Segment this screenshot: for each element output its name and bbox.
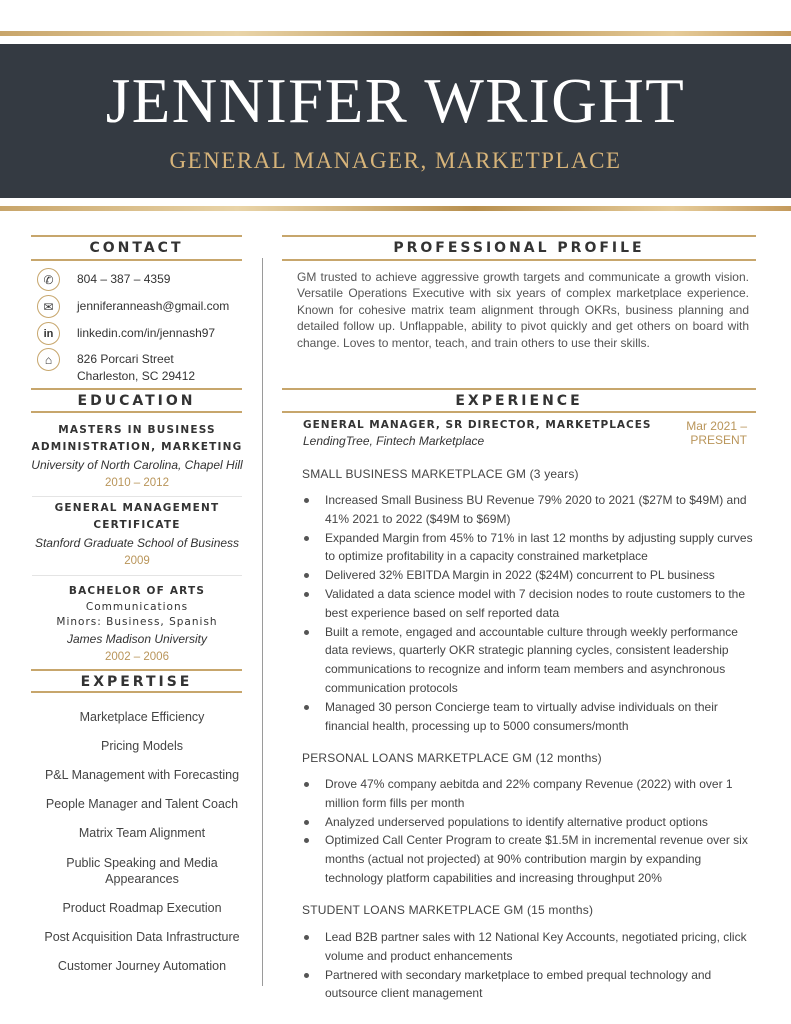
education-years: 2009 bbox=[124, 555, 150, 567]
expertise-item: Public Speaking and Media bbox=[66, 856, 218, 870]
profile-heading: PROFESSIONAL PROFILE bbox=[393, 240, 645, 256]
bottom-gold-line bbox=[0, 206, 791, 211]
bullet-item: Optimized Call Center Program to create $1.5M in incremental revenue over six months (actual not projected) at 90% contribution margin by expanding technology platform capabilities and increasing throughput 20% bbox=[303, 831, 755, 887]
profile-rule-top bbox=[282, 235, 756, 237]
role-bullets bbox=[303, 775, 755, 888]
education-separator bbox=[32, 575, 242, 576]
contact-rule-bottom bbox=[31, 259, 242, 261]
expertise-item: Matrix Team Alignment bbox=[78, 826, 206, 840]
role-bullets bbox=[303, 491, 755, 735]
education-years: 2002 – 2006 bbox=[105, 651, 169, 663]
address-line-1: 826 Porcari Street bbox=[77, 352, 174, 366]
expertise-item: People Manager and Talent Coach bbox=[45, 797, 239, 811]
candidate-name: JENNIFER WRIGHT bbox=[105, 66, 686, 136]
email-icon: ✉ bbox=[37, 295, 60, 318]
profile-summary: GM trusted to achieve aggressive growth targets and communicate a growth vision. Versatile Operations Executive with six years of complex marketplace experience. Known for cohesive matrix team alignment through OKRs, business planning and detailed follow up. Unflappable, ability to pivot quickly and get others on board with change. Loves to mentor, teach, and train others to use their skills. bbox=[297, 270, 749, 350]
address-line-2: Charleston, SC 29412 bbox=[77, 369, 196, 383]
contact-rule-top bbox=[31, 235, 242, 237]
degree-line-2: CERTIFICATE bbox=[93, 519, 181, 531]
education-entry bbox=[22, 422, 252, 492]
role-title: PERSONAL LOANS MARKETPLACE GM (12 months) bbox=[302, 751, 602, 765]
linkedin-url[interactable]: linkedin.com/in/jennash97 bbox=[77, 326, 216, 340]
degree-line-1: MASTERS IN BUSINESS bbox=[58, 424, 216, 436]
bullet-item: Increased Small Business BU Revenue 79% 2020 to 2021 ($27M to $49M) and 41% 2021 to 2022 ($49M to $69M) bbox=[303, 491, 755, 529]
expertise-item: Product Roadmap Execution bbox=[62, 901, 222, 915]
bullet-item: Managed 30 person Concierge team to virtually advise individuals on their financial health, processing up to 5000 consumers/month bbox=[303, 698, 755, 736]
education-separator bbox=[32, 496, 242, 497]
expertise-item: Customer Journey Automation bbox=[57, 959, 227, 973]
home-icon: ⌂ bbox=[37, 348, 60, 371]
bullet-item: Expanded Margin from 45% to 71% in last 12 months by adjusting supply curves to optimize profitability in a capacity constrained marketplace bbox=[303, 529, 755, 567]
experience-rule-top bbox=[282, 388, 756, 390]
column-divider bbox=[262, 258, 263, 986]
contact-heading: CONTACT bbox=[89, 240, 184, 256]
school-name: James Madison University bbox=[66, 632, 208, 646]
profile-rule-bottom bbox=[282, 259, 756, 261]
job-dates: Mar 2021 – PRESENT bbox=[686, 419, 747, 447]
experience-rule-bottom bbox=[282, 411, 756, 413]
school-name: Stanford Graduate School of Business bbox=[34, 536, 240, 550]
education-entry bbox=[22, 500, 252, 570]
expertise-heading: EXPERTISE bbox=[80, 674, 193, 690]
education-heading: EDUCATION bbox=[77, 393, 196, 409]
degree-minors: Minors: Business, Spanish bbox=[56, 616, 218, 628]
experience-heading: EXPERIENCE bbox=[455, 393, 583, 409]
bullet-item: Drove 47% company aebitda and 22% company Revenue (2022) with over 1 million form fills per month bbox=[303, 775, 755, 813]
expertise-item: Appearances bbox=[105, 872, 179, 886]
bullet-item: Validated a data science model with 7 decision nodes to route customers to the best experience based on self reported data bbox=[303, 585, 755, 623]
degree-detail: Communications bbox=[85, 601, 189, 613]
bullet-item: Built a remote, engaged and accountable culture through weekly performance data reviews, quarterly OKR strategic planning cycles, consistent leadership communications to recognize and inform team members and asynchronous communication protocols bbox=[303, 623, 755, 698]
phone-number[interactable]: 804 – 387 – 4359 bbox=[77, 272, 171, 286]
education-entry bbox=[22, 583, 252, 666]
expertise-item: Marketplace Efficiency bbox=[79, 710, 205, 724]
role-title: STUDENT LOANS MARKETPLACE GM (15 months) bbox=[302, 903, 594, 917]
contact-linkedin-row bbox=[37, 322, 215, 345]
bullet-item: Analyzed underserved populations to identify alternative product options bbox=[303, 813, 755, 832]
bullet-item: Partnered with secondary marketplace to embed prequal technology and outsource client management bbox=[303, 966, 755, 1004]
degree-line-2: ADMINISTRATION, MARKETING bbox=[31, 441, 243, 453]
education-years: 2010 – 2012 bbox=[105, 477, 169, 489]
contact-phone-row bbox=[37, 268, 170, 291]
bullet-item: Lead B2B partner sales with 12 National Key Accounts, negotiated pricing, click volume and product enhancements bbox=[303, 928, 755, 966]
expertise-rule-top bbox=[31, 669, 242, 671]
contact-email-row bbox=[37, 295, 229, 318]
candidate-title: GENERAL MANAGER, MARKETPLACE bbox=[169, 148, 622, 173]
expertise-item: Pricing Models bbox=[101, 739, 183, 753]
role-title: SMALL BUSINESS MARKETPLACE GM (3 years) bbox=[302, 467, 579, 481]
contact-address-row bbox=[37, 348, 195, 385]
expertise-rule-bottom bbox=[31, 691, 242, 693]
bullet-item: Delivered 32% EBITDA Margin in 2022 ($24M) concurrent to PL business bbox=[303, 566, 755, 585]
school-name: University of North Carolina, Chapel Hill bbox=[31, 458, 243, 472]
linkedin-icon: in bbox=[37, 322, 60, 345]
degree-line-1: GENERAL MANAGEMENT bbox=[54, 502, 220, 514]
phone-icon: ✆ bbox=[37, 268, 60, 291]
top-gold-line bbox=[0, 31, 791, 36]
expertise-item: Post Acquisition Data Infrastructure bbox=[44, 930, 240, 944]
job-title: GENERAL MANAGER, SR DIRECTOR, MARKETPLACES bbox=[303, 419, 652, 431]
role-bullets bbox=[303, 928, 755, 1003]
email-address[interactable]: jenniferanneash@gmail.com bbox=[77, 299, 230, 313]
expertise-item: P&L Management with Forecasting bbox=[44, 768, 240, 782]
education-rule-bottom bbox=[31, 411, 242, 413]
company-name: LendingTree, Fintech Marketplace bbox=[303, 434, 485, 448]
education-rule-top bbox=[31, 388, 242, 390]
degree-line-1: BACHELOR OF ARTS bbox=[68, 585, 206, 597]
